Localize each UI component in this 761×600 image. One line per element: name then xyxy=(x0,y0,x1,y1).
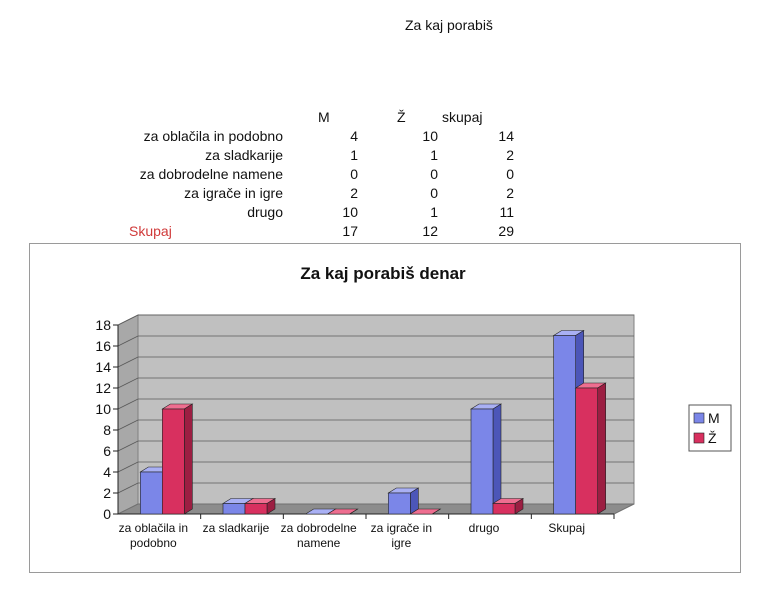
bar-M-5 xyxy=(554,336,576,515)
legend-swatch-Ž xyxy=(694,433,704,443)
total-label: Skupaj xyxy=(129,223,172,239)
y-tick-label: 8 xyxy=(103,422,111,438)
row-m: 10 xyxy=(342,204,358,220)
row-m: 0 xyxy=(350,166,358,182)
total-z: 12 xyxy=(422,223,438,239)
x-tick-label: za dobrodelne xyxy=(280,521,357,535)
header-total: skupaj xyxy=(442,109,483,125)
row-label: drugo xyxy=(247,204,283,220)
row-m: 4 xyxy=(350,128,358,144)
y-tick-label: 18 xyxy=(95,317,111,333)
row-z: 10 xyxy=(422,128,438,144)
bar-side-Ž-0 xyxy=(184,404,192,514)
row-total: 14 xyxy=(498,128,514,144)
bar-side-M-4 xyxy=(493,404,501,514)
y-tick-label: 12 xyxy=(95,380,111,396)
total-m: 17 xyxy=(342,223,358,239)
x-tick-label: namene xyxy=(296,536,341,550)
row-z: 1 xyxy=(430,204,438,220)
x-tick-label: Skupaj xyxy=(548,521,586,535)
y-tick-label: 10 xyxy=(95,401,111,417)
row-label: za dobrodelne namene xyxy=(139,166,283,182)
header-z: Ž xyxy=(397,109,406,125)
header-m: M xyxy=(318,109,330,125)
bar-M-0 xyxy=(140,472,162,514)
row-total: 11 xyxy=(499,204,514,220)
bar-Ž-0 xyxy=(162,409,184,514)
legend-swatch-M xyxy=(694,413,704,423)
row-z: 0 xyxy=(430,185,438,201)
chart-title: Za kaj porabiš denar xyxy=(300,264,466,283)
x-tick-label: za igrače in xyxy=(370,521,433,535)
x-tick-label: drugo xyxy=(468,521,500,535)
x-tick-label: igre xyxy=(391,536,412,550)
row-z: 0 xyxy=(430,166,438,182)
page-title: Za kaj porabiš xyxy=(405,17,493,33)
row-label: za sladkarije xyxy=(205,147,283,163)
bar-M-3 xyxy=(388,493,410,514)
x-tick-label: podobno xyxy=(129,536,177,550)
row-z: 1 xyxy=(430,147,438,163)
row-total: 2 xyxy=(506,185,514,201)
row-m: 1 xyxy=(350,147,358,163)
x-tick-label: za sladkarije xyxy=(202,521,270,535)
bar-Ž-5 xyxy=(576,388,598,514)
y-tick-label: 16 xyxy=(95,338,111,354)
y-tick-label: 14 xyxy=(95,359,111,375)
row-label: za igrače in igre xyxy=(184,185,283,201)
bar-Ž-4 xyxy=(493,504,515,515)
row-total: 2 xyxy=(506,147,514,163)
y-tick-label: 2 xyxy=(103,485,111,501)
row-total: 0 xyxy=(506,166,514,182)
row-m: 2 xyxy=(350,185,358,201)
bar-M-4 xyxy=(471,409,493,514)
y-tick-label: 6 xyxy=(103,443,111,459)
legend-label-Ž: Ž xyxy=(708,430,717,446)
y-tick-label: 0 xyxy=(103,506,111,522)
y-tick-label: 4 xyxy=(103,464,111,480)
legend-label-M: M xyxy=(708,410,720,426)
x-tick-label: za oblačila in xyxy=(118,521,189,535)
row-label: za oblačila in podobno xyxy=(143,128,283,144)
bar-M-1 xyxy=(223,504,245,515)
bar-side-Ž-5 xyxy=(598,383,606,514)
bar-Ž-1 xyxy=(245,504,267,515)
total-total: 29 xyxy=(498,223,514,239)
